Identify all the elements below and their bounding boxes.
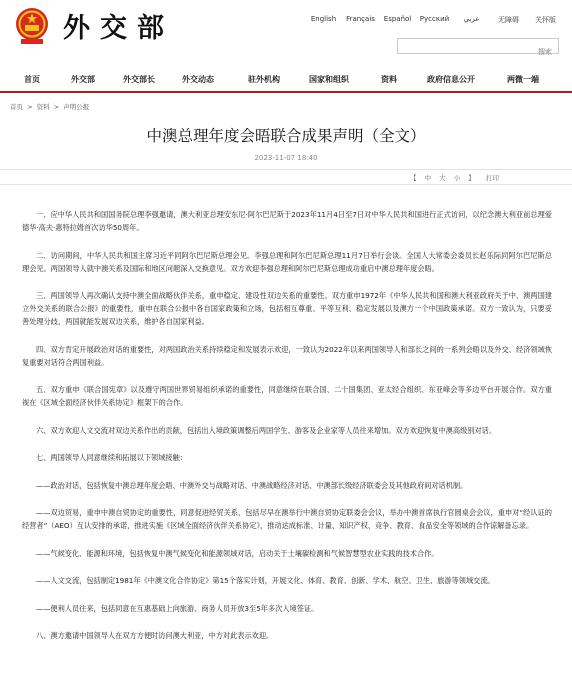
search-box xyxy=(397,38,559,54)
ministry-logo[interactable]: 外交部 xyxy=(63,13,174,44)
accessibility-link[interactable]: 无障碍 xyxy=(498,16,519,24)
font-size-switch[interactable]: 【 中 大 小 】 xyxy=(410,174,478,182)
search-input[interactable] xyxy=(398,46,558,60)
main-nav xyxy=(0,67,572,93)
paragraph: 三、两国领导人再次确认支持中澳全面战略伙伴关系，重申稳定、建设性双边关系的重要性。双方重申1972年《中华人民共和国和澳大利亚政府关于中、澳两国建立外交关系的联合公报》的重要性，重申在联合公报中各自国家政策和立场，包括相互尊重、平等互利、稳定发展以及澳方一个中国政策承诺。双方一致认为，只要妥善处理分歧，两国就能发展双边关系，维护各自国家利益。 xyxy=(22,291,552,326)
paragraph: 七、两国领导人同意继续和拓展以下领域接触： xyxy=(36,453,187,462)
article-toolbar xyxy=(0,169,572,185)
paragraph: ——便利人员往来，包括同意在互惠基础上向旅游、商务人员开放3至5年多次入境签证。 xyxy=(36,603,319,613)
lang-russian[interactable]: Русский xyxy=(419,15,450,23)
paragraph: 二、访问期间，中华人民共和国主席习近平同阿尔巴尼斯总理会见。李强总理和阿尔巴尼斯总理11月7日举行会谈。全国人大常委会委员长赵乐际同阿尔巴尼斯总理会见。两国领导人就中澳关系及国际和地区问题深入交换意见。双方欢迎李强总理和阿尔巴尼斯总理成功重启中澳总理年度会晤。 xyxy=(22,250,552,273)
nav-missions[interactable]: 驻外机构 xyxy=(248,75,280,84)
nav-countries[interactable]: 国家和组织 xyxy=(309,75,349,84)
lang-french[interactable]: Français xyxy=(346,15,375,23)
print-link[interactable]: 打印 xyxy=(486,174,499,182)
nav-resources[interactable]: 资料 xyxy=(381,75,397,84)
paragraph: ——政治对话，包括恢复中澳总理年度会晤、中澳外交与战略对话、中澳战略经济对话、中澳部长级经济联委会及其他政府间对话机制。 xyxy=(36,480,468,490)
paragraph: 五、双方重申《联合国宪章》以及遵守两国世界贸易组织承诺的重要性，同意继续在联合国、二十国集团、亚太经合组织、东亚峰会等多边平台开展合作。双方重视在《区域全面经济伙伴关系协定》框架下的合作。 xyxy=(22,385,552,407)
lang-spanish[interactable]: Español xyxy=(383,15,412,23)
lang-english[interactable]: English xyxy=(310,15,337,23)
paragraph: 四、双方肯定开展政治对话的重要性，对两国政治关系持续稳定和发展表示欢迎，一致认为2022年以来两国领导人和部长之间的一系列会晤以及外交、经济领域恢复重要对话符合两国利益。 xyxy=(22,344,552,367)
article-date: 2023-11-07 18:40 xyxy=(254,154,318,162)
article-body xyxy=(22,208,552,657)
nav-ministry[interactable]: 外交部 xyxy=(71,75,95,84)
breadcrumb-separator: > xyxy=(27,103,33,111)
article-title: 中澳总理年度会晤联合成果声明（全文） xyxy=(146,127,426,145)
nav-social-media[interactable]: 两微一端 xyxy=(507,75,539,84)
breadcrumb-resources[interactable]: 资料 xyxy=(36,103,50,111)
breadcrumb-home[interactable]: 首页 xyxy=(10,103,23,111)
paragraph: ——气候变化、能源和环境，包括恢复中澳气候变化和能源领域对话，启动关于土壤碳检测和气候智慧型农业实践的技术合作。 xyxy=(36,548,439,558)
nav-minister[interactable]: 外交部长 xyxy=(123,75,155,84)
nav-news[interactable]: 外交动态 xyxy=(182,75,214,84)
nav-home[interactable]: 首页 xyxy=(24,75,40,84)
breadcrumb-separator: > xyxy=(53,103,60,111)
paragraph: 八、澳方邀请中国领导人在双方方便时访问澳大利亚，中方对此表示欢迎。 xyxy=(36,631,274,640)
nav-info-disclosure[interactable]: 政府信息公开 xyxy=(427,75,475,84)
header xyxy=(0,0,572,62)
national-emblem-icon xyxy=(14,6,50,46)
paragraph: 六、双方欢迎人文交流对双边关系作出的贡献，包括出入境政策调整后两国学生、游客及企业家等人员往来增加。双方欢迎恢复中澳高级别对话。 xyxy=(36,425,497,435)
care-mode-link[interactable]: 关怀版 xyxy=(535,16,556,24)
paragraph: 一、应中华人民共和国国务院总理李强邀请，澳大利亚总理安东尼·阿尔巴尼斯于2023年11月4日至7日对中华人民共和国进行正式访问，以纪念澳大利亚前总理爱德华·高夫·惠特拉姆首次访华50周年。 xyxy=(22,210,552,232)
language-links xyxy=(305,15,564,25)
paragraph: ——人文交流，包括制定1981年《中澳文化合作协定》第15个落实计划，开展文化、体育、教育、创新、学术、航空、卫生、旅游等领域交流。 xyxy=(36,576,495,585)
paragraph: ——双边贸易，重申中澳自贸协定的重要性，同意促进经贸关系，包括尽早在澳举行中澳自贸协定联委会会议，举办中澳首席执行官圆桌会会议，重申对“经认证的经营者”（AEO）互认安排的承诺，推进实施《区域全面经济伙伴关系协定》，推动达成标准、计量、知识产权、竞争、教育、食品安全等领域的合作谅解备忘录。 xyxy=(22,508,552,530)
breadcrumb-statements[interactable]: 声明公报 xyxy=(63,103,90,111)
breadcrumb xyxy=(10,102,91,111)
lang-arabic[interactable]: عربي xyxy=(463,15,480,23)
